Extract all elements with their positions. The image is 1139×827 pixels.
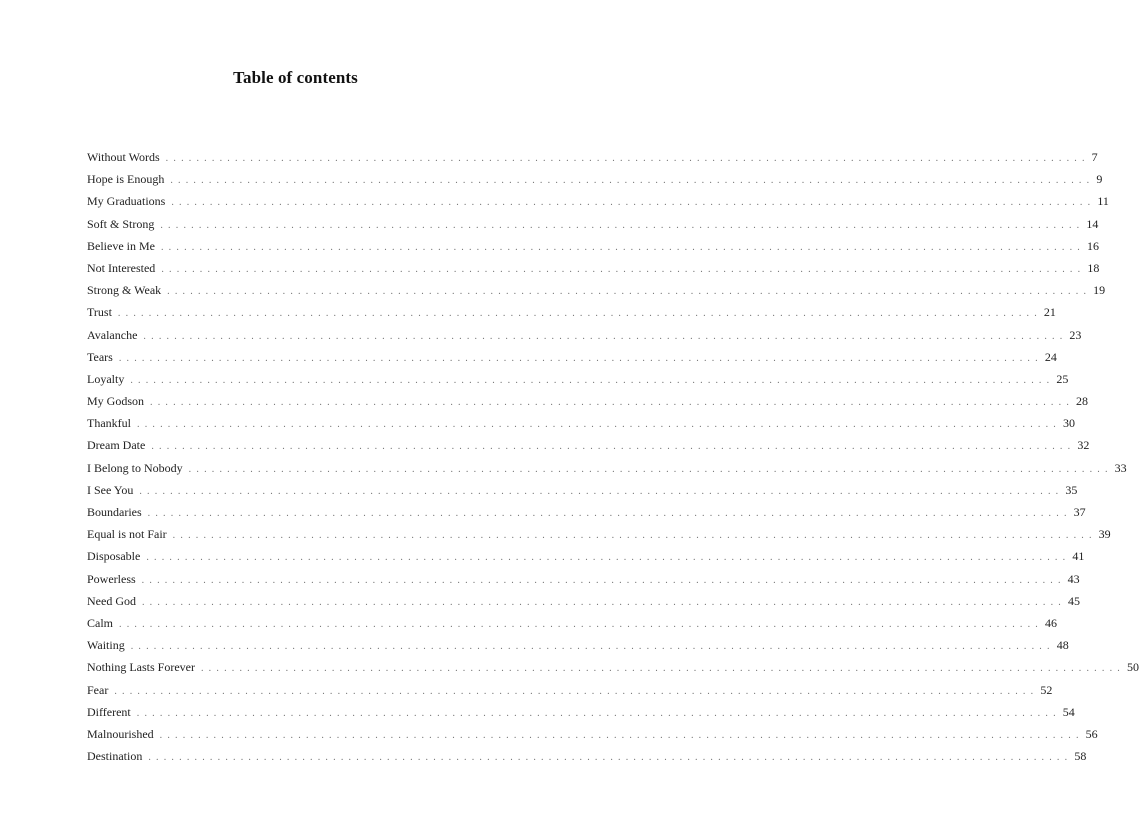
toc-entry-title: Boundaries <box>87 505 142 519</box>
dot-leader: ........................................................................................................................ <box>148 752 1073 764</box>
toc-entry-title: Strong & Weak <box>87 283 162 298</box>
toc-entry-title: Nothing Lasts Forever <box>87 660 195 675</box>
toc-entry-title: Destination <box>87 749 143 764</box>
toc-entry-title: Dream Date <box>87 438 146 453</box>
dot-leader: ........................................................................................................................ <box>200 663 1125 675</box>
toc-entry[interactable] <box>87 412 1075 434</box>
dot-leader: ........................................................................................................................ <box>114 685 1039 697</box>
toc-entry-title: Waiting <box>87 638 125 653</box>
toc-entry[interactable] <box>87 368 1069 390</box>
toc-entry-page-number: 11 <box>1097 194 1109 209</box>
toc-entry-page-number: 14 <box>1086 216 1099 231</box>
toc-entry[interactable] <box>87 146 1098 168</box>
toc-entry-page-number: 50 <box>1126 660 1139 675</box>
toc-entry-title: Soft & Strong <box>87 216 155 231</box>
toc-entry-page-number: 25 <box>1056 371 1069 386</box>
toc-entry[interactable] <box>87 501 1086 523</box>
toc-entry[interactable] <box>87 213 1099 235</box>
toc-entry-title: Disposable <box>87 549 141 564</box>
dot-leader: ........................................................................................................................ <box>188 463 1113 475</box>
toc-entry-page-number: 56 <box>1085 726 1098 741</box>
toc-entry-title: My Graduations <box>87 194 166 209</box>
toc-entry-title: Powerless <box>87 571 136 586</box>
toc-entry-title: Hope is Enough <box>87 172 165 187</box>
toc-entry-page-number: 54 <box>1062 704 1075 719</box>
toc-entry-page-number: 23 <box>1069 327 1082 342</box>
page-title: Table of contents <box>233 68 358 87</box>
toc-entry[interactable] <box>87 301 1056 323</box>
toc-entry-page-number: 45 <box>1067 593 1080 608</box>
toc-entry-page-number: 32 <box>1077 438 1090 453</box>
dot-leader: ........................................................................................................................ <box>151 441 1076 453</box>
toc-entry[interactable] <box>87 634 1069 656</box>
toc-entry[interactable] <box>87 235 1099 257</box>
dot-leader: ........................................................................................................................ <box>139 485 1064 497</box>
toc-entry[interactable] <box>87 434 1090 456</box>
toc-entry-title: I Belong to Nobody <box>87 460 183 475</box>
toc-entry[interactable] <box>87 390 1089 412</box>
toc-entry-page-number: 7 <box>1091 150 1098 164</box>
toc-entry-title: Calm <box>87 615 113 630</box>
toc-entry-page-number: 30 <box>1063 416 1075 431</box>
dot-leader: ........................................................................................................................ <box>143 330 1068 342</box>
toc-entry-page-number: 43 <box>1067 571 1080 586</box>
toc-entry[interactable] <box>87 679 1053 701</box>
toc-entry[interactable] <box>87 590 1080 612</box>
toc-entry-page-number: 58 <box>1074 749 1087 764</box>
toc-entry-page-number: 33 <box>1114 460 1127 475</box>
toc-entry[interactable] <box>87 324 1082 346</box>
dot-leader: ........................................................................................................................ <box>141 596 1066 608</box>
dot-leader: ........................................................................................................................ <box>119 618 1043 630</box>
dot-leader: ........................................................................................................................ <box>118 352 1043 364</box>
toc-entry-title: Loyalty <box>87 371 125 386</box>
toc-entry-page-number: 18 <box>1087 260 1100 275</box>
toc-entry-page-number: 41 <box>1072 549 1085 564</box>
toc-entry-page-number: 52 <box>1040 682 1053 697</box>
dot-leader: ........................................................................................................................ <box>147 508 1072 519</box>
toc-entry[interactable] <box>87 568 1080 590</box>
dot-leader: ........................................................................................................................ <box>160 219 1085 231</box>
toc-entry[interactable] <box>87 701 1075 723</box>
toc-entry-page-number: 37 <box>1073 505 1086 519</box>
toc-entry[interactable] <box>87 479 1078 501</box>
toc-entry-title: Need God <box>87 593 136 608</box>
toc-entry-title: Not Interested <box>87 260 156 275</box>
toc-entry-title: Malnourished <box>87 726 154 741</box>
toc-entry[interactable] <box>87 457 1127 479</box>
toc-entry-title: Equal is not Fair <box>87 527 167 542</box>
toc-entry[interactable] <box>87 745 1087 767</box>
toc-entry-title: Believe in Me <box>87 238 155 253</box>
dot-leader: ........................................................................................................................ <box>171 197 1096 209</box>
toc-entry-page-number: 21 <box>1043 305 1056 320</box>
dot-leader: ........................................................................................................................ <box>165 153 1090 164</box>
toc-entry[interactable] <box>87 346 1057 368</box>
toc-entry[interactable] <box>87 612 1057 634</box>
dot-leader: ........................................................................................................................ <box>159 729 1084 741</box>
toc-entry-page-number: 48 <box>1056 638 1069 653</box>
toc-entry-page-number: 39 <box>1098 527 1111 542</box>
dot-leader: ........................................................................................................................ <box>137 419 1061 431</box>
dot-leader: ........................................................................................................................ <box>117 308 1042 320</box>
toc-entry[interactable] <box>87 279 1106 301</box>
toc-entry[interactable] <box>87 523 1111 545</box>
dot-leader: ........................................................................................................................ <box>141 574 1066 586</box>
toc-entry[interactable] <box>87 257 1100 279</box>
toc-entry-title: Avalanche <box>87 327 138 342</box>
dot-leader: ........................................................................................................................ <box>130 374 1055 386</box>
dot-leader: ........................................................................................................................ <box>172 530 1097 542</box>
toc-entry-title: I See You <box>87 482 134 497</box>
toc-entry-title: Different <box>87 704 131 719</box>
toc-entry[interactable] <box>87 545 1085 567</box>
dot-leader: ........................................................................................................................ <box>130 641 1055 653</box>
toc-entry-page-number: 24 <box>1044 349 1057 364</box>
toc-entry-page-number: 35 <box>1065 482 1078 497</box>
dot-leader: ........................................................................................................................ <box>161 263 1086 275</box>
toc-entry[interactable] <box>87 168 1103 190</box>
dot-leader: ........................................................................................................................ <box>136 707 1061 719</box>
toc-list <box>87 146 1139 767</box>
toc-entry-page-number: 28 <box>1076 394 1089 409</box>
toc-entry-page-number: 19 <box>1093 283 1106 298</box>
toc-entry-title: My Godson <box>87 394 145 409</box>
toc-entry-title: Fear <box>87 682 109 697</box>
toc-entry-title: Tears <box>87 349 113 364</box>
toc-entry-title: Thankful <box>87 416 131 431</box>
dot-leader: ........................................................................................................................ <box>167 286 1092 298</box>
toc-entry[interactable] <box>87 723 1098 745</box>
toc-entry[interactable] <box>87 190 1109 212</box>
toc-entry-page-number: 9 <box>1096 172 1103 187</box>
toc-entry-page-number: 46 <box>1045 615 1057 630</box>
toc-entry[interactable] <box>87 656 1139 678</box>
toc-entry-title: Without Words <box>87 150 160 164</box>
dot-leader: ........................................................................................................................ <box>146 552 1071 564</box>
toc-entry-title: Trust <box>87 305 112 320</box>
toc-entry-page-number: 16 <box>1086 238 1099 253</box>
dot-leader: ........................................................................................................................ <box>170 175 1095 187</box>
dot-leader: ........................................................................................................................ <box>160 241 1085 253</box>
dot-leader: ........................................................................................................................ <box>150 397 1075 409</box>
